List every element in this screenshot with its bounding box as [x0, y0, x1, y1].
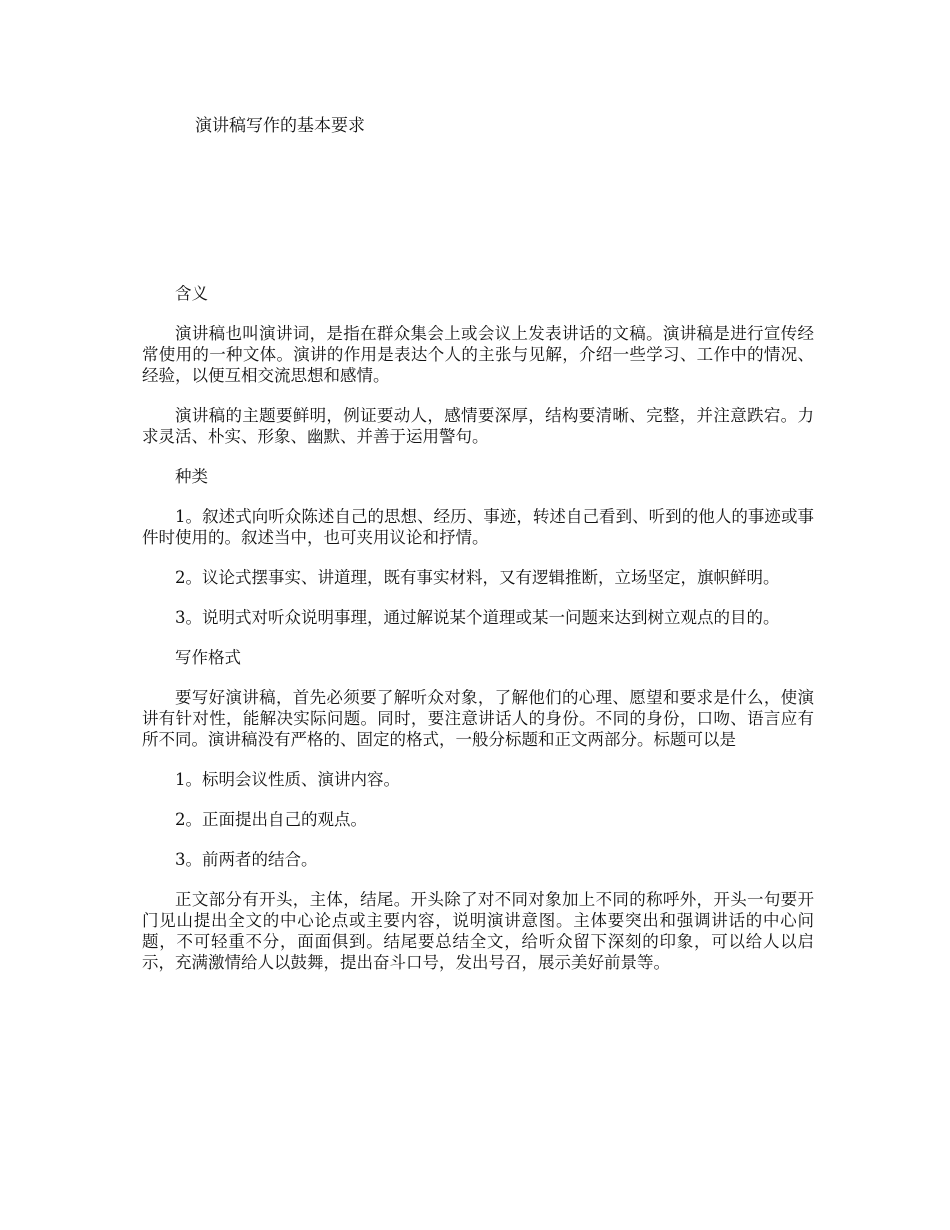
document-title: 演讲稿写作的基本要求 [195, 116, 365, 136]
section-heading-types: 种类 [175, 467, 208, 486]
list-item: 3。说明式对听众说明事理，通过解说某个道理或某一问题来达到树立观点的目的。 [175, 608, 780, 627]
document-body [142, 283, 814, 992]
list-item: 3。前两者的结合。 [175, 850, 318, 869]
paragraph: 演讲稿的主题要鲜明，例证要动人，感情要深厚，结构要清晰、完整，并注意跌宕。力求灵活、朴实、形象、幽默、并善于运用警句。 [142, 406, 814, 446]
list-item: 2。议论式摆事实、讲道理，既有事实材料，又有逻辑推断，立场坚定，旗帜鲜明。 [175, 568, 780, 587]
paragraph: 演讲稿也叫演讲词，是指在群众集会上或会议上发表讲话的文稿。演讲稿是进行宣传经常使用的一种文体。演讲的作用是表达个人的主张与见解，介绍一些学习、工作中的情况、经验，以便互相交流思想和感情。 [142, 324, 814, 385]
list-item: 2。正面提出自己的观点。 [175, 810, 367, 829]
section-heading-format: 写作格式 [175, 648, 241, 667]
paragraph: 正文部分有开头，主体，结尾。开头除了对不同对象加上不同的称呼外，开头一句要开门见山提出全文的中心论点或主要内容，说明演讲意图。主体要突出和强调讲话的中心问题，不可轻重不分，面面俱到。结尾要总结全文，给听众留下深刻的印象，可以给人以启示，充满激情给人以鼓舞，提出奋斗口号，发出号召，展示美好前景等。 [142, 890, 814, 972]
list-item: 1。叙述式向听众陈述自己的思想、经历、事迹，转述自己看到、听到的他人的事迹或事件时使用的。叙述当中，也可夹用议论和抒情。 [142, 507, 814, 547]
paragraph: 要写好演讲稿，首先必须要了解听众对象，了解他们的心理、愿望和要求是什么，使演讲有针对性，能解决实际问题。同时，要注意讲话人的身份。不同的身份，口吻、语言应有所不同。演讲稿没有严格的、固定的格式，一般分标题和正文两部分。标题可以是 [142, 688, 814, 749]
section-heading-meaning: 含义 [175, 284, 208, 303]
list-item: 1。标明会议性质、演讲内容。 [175, 770, 400, 789]
